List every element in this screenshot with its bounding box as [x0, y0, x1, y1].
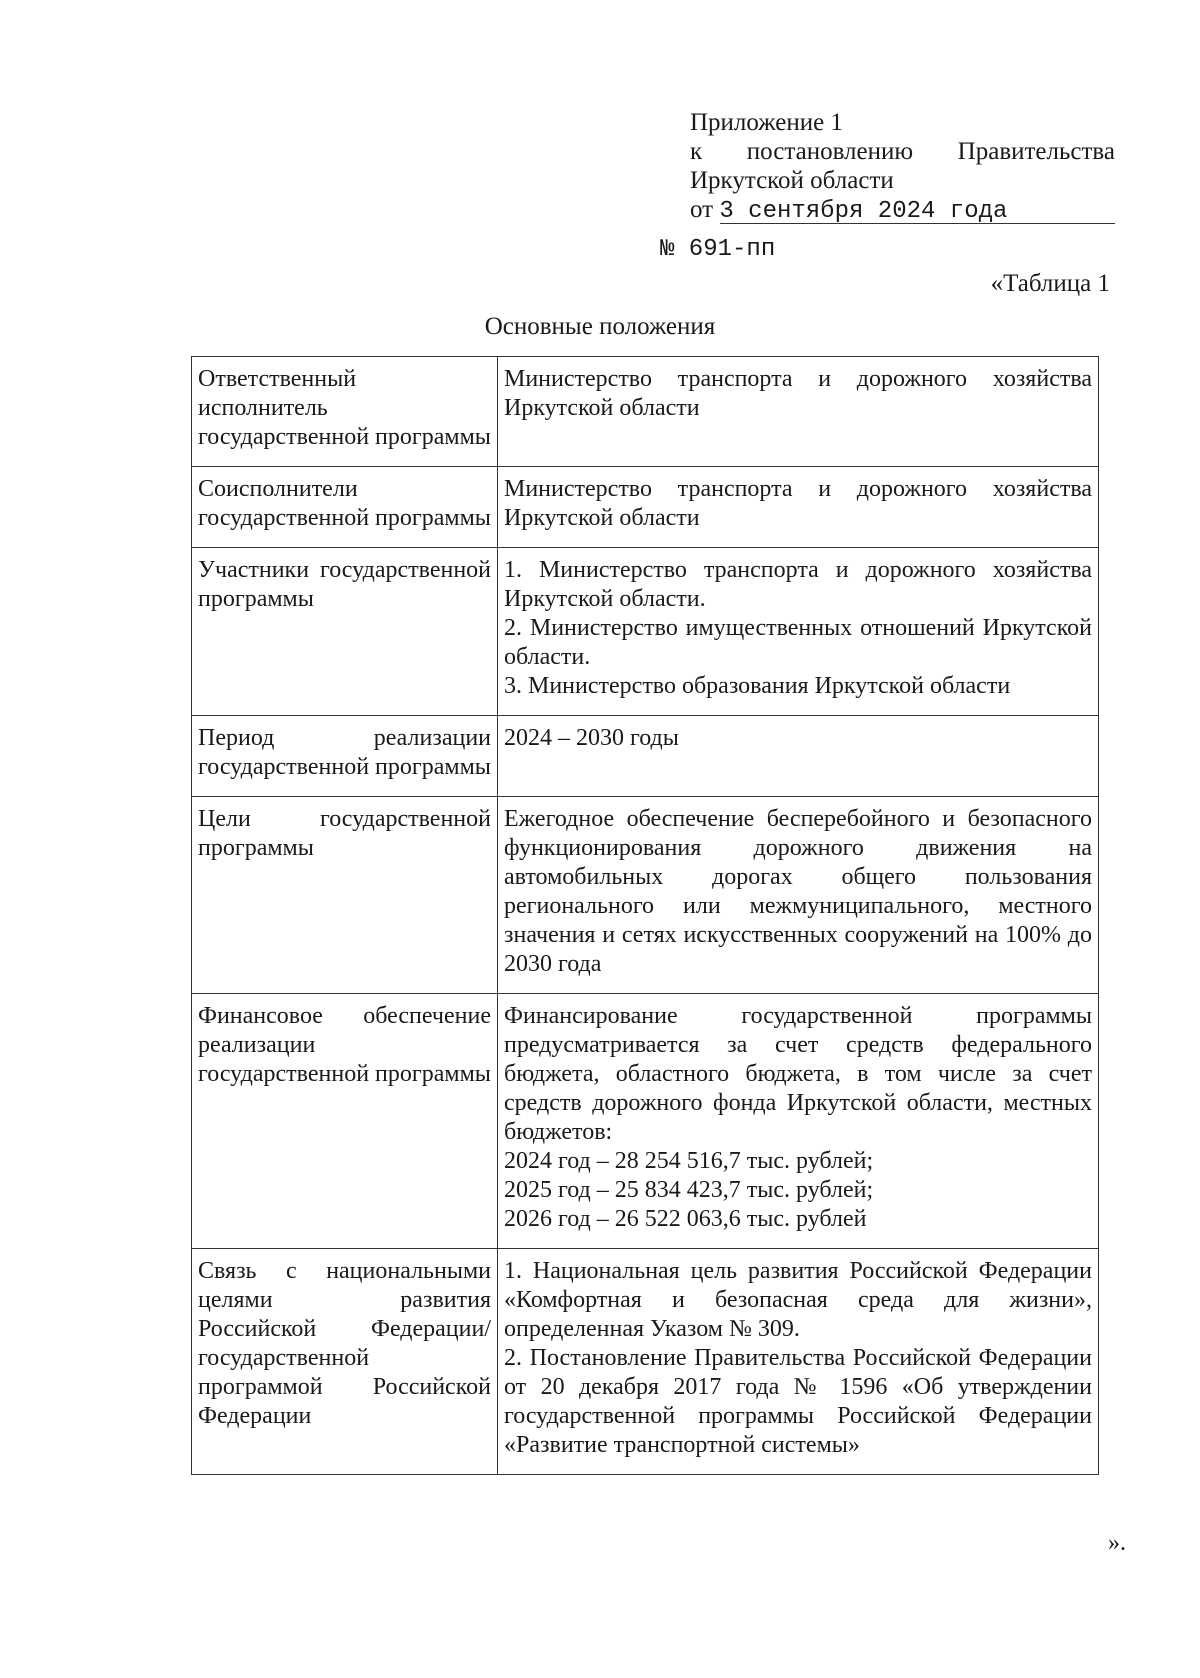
row-value — [498, 548, 1099, 716]
row-value-paragraph: Ежегодное обеспечение бесперебойного и безопасного функционирования дорожного движения на автомобильных дорогах общего пользования регионального или межмуниципального, местного значения и сетях искусственных сооружений на 100% до 2030 года — [504, 806, 1092, 977]
date-underline — [720, 223, 1115, 224]
row-value-paragraph: 2024 – 2030 годы — [504, 725, 679, 751]
appendix-government: Правительства — [957, 138, 1115, 165]
row-label: Участники государственной программы — [192, 548, 498, 716]
row-value-paragraph: Министерство транспорта и дорожного хозяйства Иркутской области — [504, 476, 1092, 531]
appendix-date-line — [690, 195, 1115, 226]
appendix-title: Приложение 1 — [690, 109, 843, 136]
row-value-paragraph: 2025 год – 25 834 423,7 тыс. рублей; — [504, 1177, 874, 1203]
table-row — [192, 467, 1099, 548]
main-provisions-table — [191, 356, 1099, 1475]
appendix-date: 3 сентября 2024 года — [719, 198, 1008, 225]
appendix-to-word: к — [690, 138, 703, 165]
row-label: Соисполнители государственной программы — [192, 467, 498, 548]
row-value — [498, 467, 1099, 548]
row-label: Связь с национальными целями развития Российской Федерации/государственной программой Российской Федерации — [192, 1249, 498, 1475]
appendix-resolution-line — [690, 137, 1115, 166]
row-label: Цели государственной программы — [192, 797, 498, 994]
appendix-header — [690, 108, 1115, 226]
row-label: Период реализации государственной программы — [192, 716, 498, 797]
row-value — [498, 797, 1099, 994]
table-row — [192, 797, 1099, 994]
row-value-paragraph: 2026 год – 26 522 063,6 тыс. рублей — [504, 1206, 867, 1232]
row-value — [498, 1249, 1099, 1475]
table-row — [192, 716, 1099, 797]
row-value — [498, 994, 1099, 1249]
row-value-paragraph: 2024 год – 28 254 516,7 тыс. рублей; — [504, 1148, 874, 1174]
row-label: Ответственный исполнитель государственной программы — [192, 357, 498, 467]
row-value-paragraph: Министерство транспорта и дорожного хозяйства Иркутской области — [504, 366, 1092, 421]
table-row — [192, 994, 1099, 1249]
row-value-paragraph: 2. Постановление Правительства Российской Федерации от 20 декабря 2017 года № 1596 «Об утверждении государственной программы Российской Федерации «Развитие транспортной системы» — [504, 1345, 1092, 1458]
table-row — [192, 357, 1099, 467]
row-value-paragraph: 1. Национальная цель развития Российской Федерации «Комфортная и безопасная среда для жизни», определенная Указом № 309. — [504, 1258, 1092, 1342]
row-label: Финансовое обеспечение реализации государственной программы — [192, 994, 498, 1249]
appendix-resolution: постановлению — [746, 138, 914, 165]
row-value-paragraph: 2. Министерство имущественных отношений Иркутской области. — [504, 615, 1092, 670]
row-value — [498, 357, 1099, 467]
appendix-number: № 691-пп — [660, 236, 776, 263]
table-label: «Таблица 1 — [990, 270, 1110, 297]
row-value-paragraph: 3. Министерство образования Иркутской области — [504, 673, 1011, 699]
row-value-paragraph: 1. Министерство транспорта и дорожного хозяйства Иркутской области. — [504, 557, 1092, 612]
row-value-paragraph: Финансирование государственной программы предусматривается за счет средств федерального бюджета, областного бюджета, в том числе за счет средств дорожного фонда Иркутской области, местных бюджетов: — [504, 1003, 1092, 1145]
row-value — [498, 716, 1099, 797]
closing-quote-mark: ». — [1108, 1530, 1126, 1556]
appendix-region: Иркутской области — [690, 167, 894, 194]
table-row — [192, 548, 1099, 716]
table-row — [192, 1249, 1099, 1475]
appendix-date-prefix: от — [690, 196, 714, 223]
page-title: Основные положения — [484, 313, 716, 340]
